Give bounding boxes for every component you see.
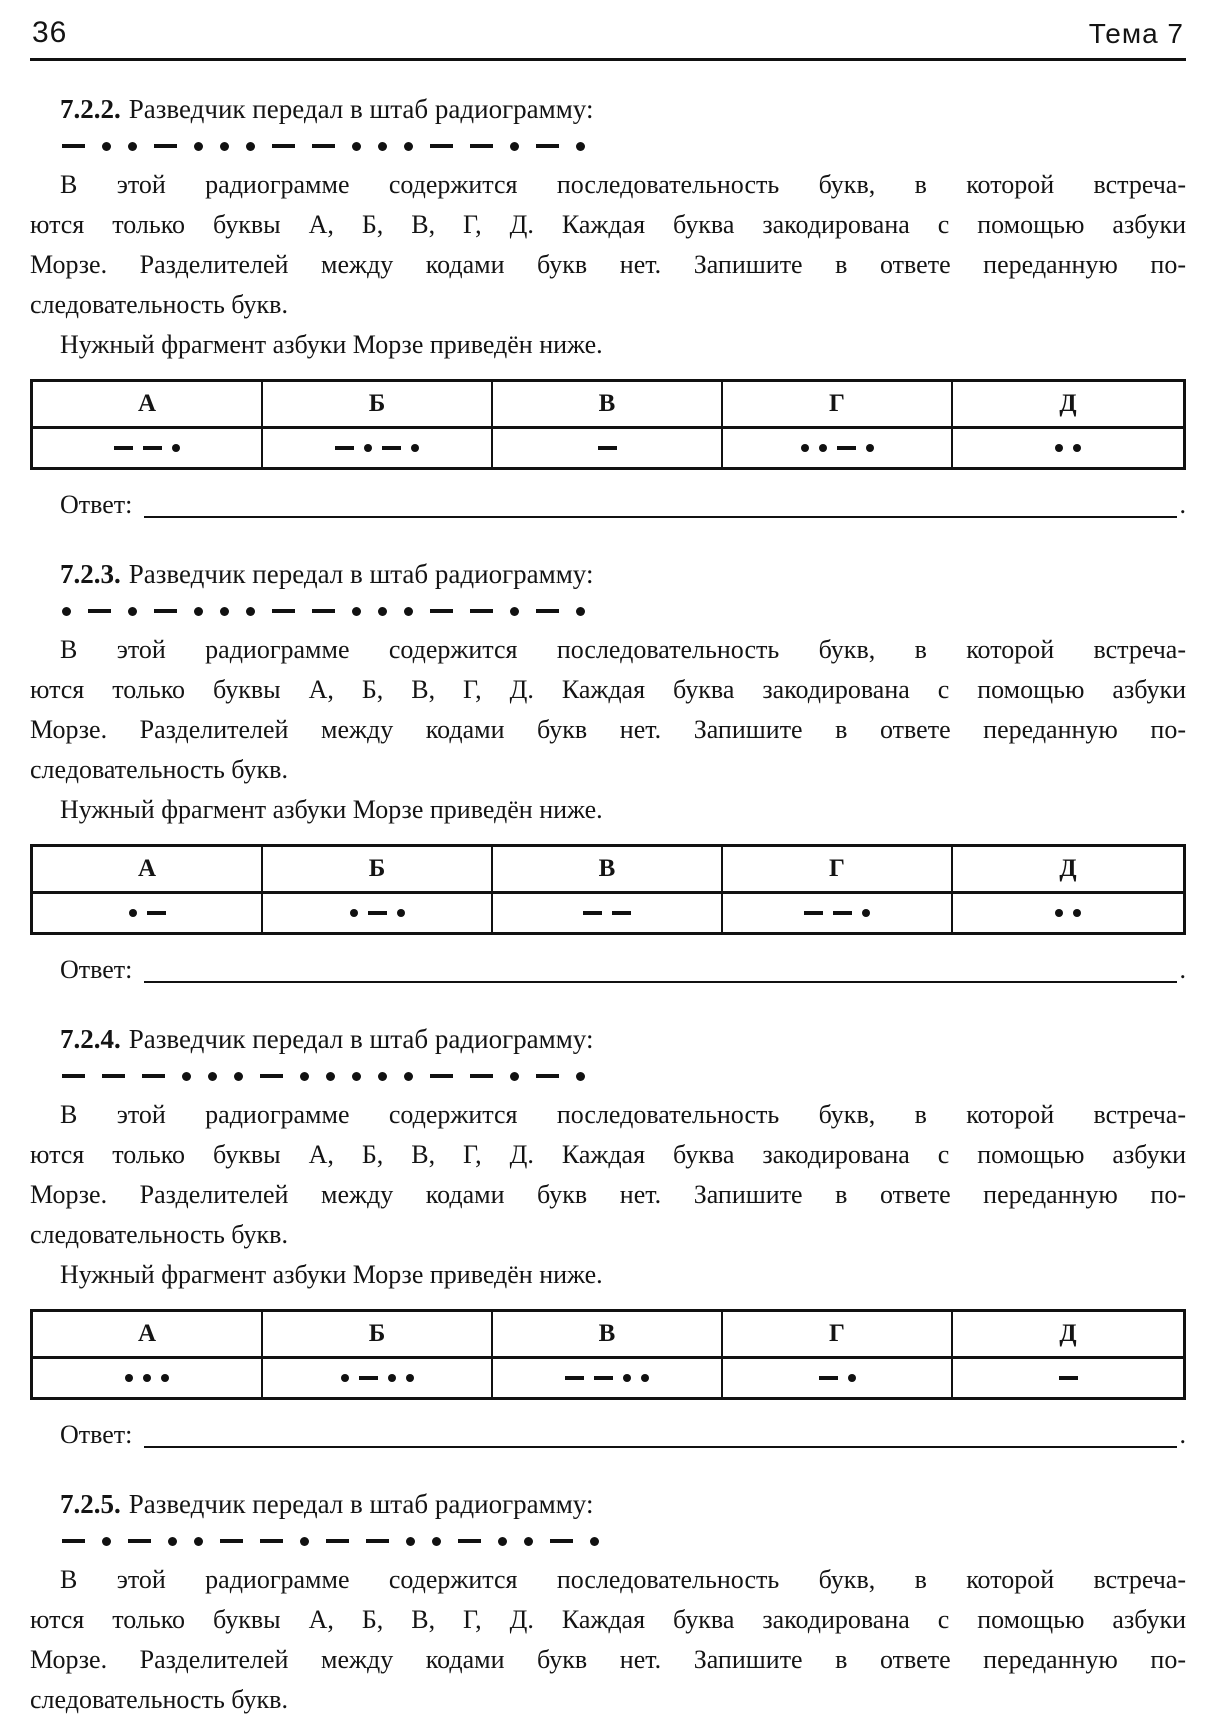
paragraph-line: следовательность букв. (30, 1220, 288, 1249)
morse-dash (565, 1376, 584, 1380)
morse-dash (335, 446, 354, 450)
table-header-cell: А (33, 382, 263, 426)
table-code-cell (723, 1359, 953, 1397)
problem-number: 7.2.2. (60, 94, 121, 124)
table-header-cell: Д (1059, 1320, 1077, 1347)
problem-7-2-4 (30, 1019, 1186, 1454)
morse-dash (536, 144, 559, 148)
table-code-cell (493, 894, 723, 932)
morse-dot (819, 444, 827, 452)
answer-row (30, 486, 1186, 524)
radiogram-morse-sequence (30, 1536, 1186, 1546)
morse-dash (470, 1074, 493, 1078)
table-header-cell: В (493, 382, 723, 426)
morse-dash (598, 446, 617, 450)
morse-dot (102, 142, 111, 151)
morse-dash (612, 911, 631, 915)
morse-dash (260, 1074, 283, 1078)
morse-dash (368, 911, 387, 915)
problem-heading (30, 1484, 1186, 1524)
radiogram-morse-sequence (30, 606, 1186, 616)
morse-dash (536, 609, 559, 613)
problem-7-2-3 (30, 554, 1186, 989)
morse-dot (129, 909, 137, 917)
table-code-row (33, 1359, 1183, 1397)
answer-row (30, 1416, 1186, 1454)
page-number: 36 (32, 16, 68, 49)
morse-dot (590, 1537, 599, 1546)
table-code-cell (33, 429, 263, 467)
answer-blank-line (144, 1422, 1176, 1448)
morse-dot (397, 909, 405, 917)
paragraph-line: В этой радиограмме содержится последовательность букв, в которой встреча- (60, 1565, 1186, 1594)
paragraph-line: Морзе. Разделителей между кодами букв нет. Запишите в ответе переданную по- (30, 1180, 1186, 1209)
problem-7-2-2 (30, 89, 1186, 524)
morse-dot (194, 142, 203, 151)
morse-dot (300, 1537, 309, 1546)
morse-dot (220, 142, 229, 151)
morse-dash (62, 1539, 85, 1543)
morse-dot (182, 1072, 191, 1081)
morse-dash (382, 446, 401, 450)
morse-table (30, 844, 1186, 935)
paragraph-line: В этой радиограмме содержится последовательность букв, в которой встреча- (60, 170, 1186, 199)
morse-dot (168, 1537, 177, 1546)
morse-dot (128, 607, 137, 616)
problem-heading (30, 554, 1186, 594)
problem-heading (30, 1019, 1186, 1059)
morse-dash (128, 1539, 151, 1543)
table-code-cell (953, 1359, 1183, 1397)
answer-end-mark: . (1179, 1420, 1186, 1449)
morse-dash (470, 609, 493, 613)
morse-dash (550, 1539, 573, 1543)
morse-dash (430, 1074, 453, 1078)
morse-dash (154, 609, 177, 613)
morse-dash (272, 609, 295, 613)
morse-dash (142, 1074, 165, 1078)
table-header-cell: А (33, 1312, 263, 1356)
note-line: Нужный фрагмент азбуки Морзе приведён ниже. (60, 795, 603, 824)
morse-dot (246, 142, 255, 151)
table-header-cell: Г (723, 1312, 953, 1356)
morse-dot (510, 1072, 519, 1081)
morse-dash (147, 911, 166, 915)
morse-dash (143, 446, 162, 450)
morse-dash (359, 1376, 378, 1380)
morse-dot (406, 1374, 414, 1382)
morse-dash (804, 911, 823, 915)
morse-dot (498, 1537, 507, 1546)
paragraph-line: следовательность букв. (30, 1685, 288, 1714)
paragraph-line: Морзе. Разделителей между кодами букв нет. Запишите в ответе переданную по- (30, 250, 1186, 279)
problem-number: 7.2.3. (60, 559, 121, 589)
problem-7-2-5 (30, 1484, 1186, 1720)
problem-number: 7.2.5. (60, 1489, 121, 1519)
note-line: Нужный фрагмент азбуки Морзе приведён ниже. (60, 1260, 603, 1289)
topic-label: Тема 7 (1088, 18, 1184, 49)
morse-dot (848, 1374, 856, 1382)
table-header-row (33, 847, 1183, 894)
morse-dot (641, 1374, 649, 1382)
morse-dash (430, 609, 453, 613)
morse-dot (172, 444, 180, 452)
table-code-cell (263, 1359, 493, 1397)
morse-dot (576, 142, 585, 151)
morse-dot (208, 1072, 217, 1081)
table-code-cell (723, 429, 953, 467)
morse-dot (300, 1072, 309, 1081)
answer-blank-line (144, 492, 1176, 518)
problem-title: Разведчик передал в штаб радиограмму: (128, 1489, 594, 1519)
answer-label: Ответ: (60, 1420, 133, 1449)
table-header-row (33, 1312, 1183, 1359)
morse-dot (411, 444, 419, 452)
morse-dot (352, 607, 361, 616)
morse-dot (510, 142, 519, 151)
morse-dot (378, 607, 387, 616)
note-line: Нужный фрагмент азбуки Морзе приведён ниже. (60, 330, 603, 359)
morse-dot (623, 1374, 631, 1382)
morse-dot (576, 607, 585, 616)
morse-dash (819, 1376, 838, 1380)
morse-dash (62, 144, 85, 148)
table-code-cell (33, 894, 263, 932)
paragraph-line: В этой радиограмме содержится последовательность букв, в которой встреча- (60, 635, 1186, 664)
morse-dot (128, 142, 137, 151)
morse-dot (364, 444, 372, 452)
table-header-cell: Б (263, 382, 493, 426)
table-header-cell: Б (263, 1312, 493, 1356)
morse-dot (161, 1374, 169, 1382)
morse-dot (220, 607, 229, 616)
problem-heading (30, 89, 1186, 129)
table-header-cell: В (493, 1312, 723, 1356)
morse-dot (1073, 444, 1081, 452)
morse-dash (272, 144, 295, 148)
table-code-row (33, 429, 1183, 467)
morse-dash (102, 1074, 125, 1078)
answer-row (30, 951, 1186, 989)
page-header (30, 14, 1186, 50)
morse-dash (837, 446, 856, 450)
answer-end-mark: . (1179, 490, 1186, 519)
morse-dot (576, 1072, 585, 1081)
morse-dash (312, 609, 335, 613)
table-header-cell: Б (263, 847, 493, 891)
morse-dash (260, 1539, 283, 1543)
morse-dash (62, 1074, 85, 1078)
header-rule (30, 58, 1186, 61)
answer-blank-line (144, 957, 1176, 983)
paragraph-line: следовательность букв. (30, 755, 288, 784)
morse-dot (378, 1072, 387, 1081)
table-header-cell: Д (1059, 855, 1077, 882)
morse-dot (378, 142, 387, 151)
table-code-cell (723, 894, 953, 932)
table-header-cell: В (493, 847, 723, 891)
morse-dot (801, 444, 809, 452)
morse-dash (583, 911, 602, 915)
morse-dot (352, 142, 361, 151)
paragraph-line: ются только буквы А, Б, В, Г, Д. Каждая буква закодирована с помощью азбуки (30, 1140, 1186, 1169)
morse-dot (862, 909, 870, 917)
morse-dash (88, 609, 111, 613)
paragraph-line: следовательность букв. (30, 290, 288, 319)
problem-number: 7.2.4. (60, 1024, 121, 1054)
radiogram-morse-sequence (30, 141, 1186, 151)
table-header-row (33, 382, 1183, 429)
morse-dot (404, 1072, 413, 1081)
table-header-cell: Д (1059, 390, 1077, 417)
morse-dash (154, 144, 177, 148)
paragraph-line: ются только буквы А, Б, В, Г, Д. Каждая буква закодирована с помощью азбуки (30, 675, 1186, 704)
morse-dot (194, 607, 203, 616)
morse-dot (866, 444, 874, 452)
paragraph-line: В этой радиограмме содержится последовательность букв, в которой встреча- (60, 1100, 1186, 1129)
table-code-cell (953, 894, 1183, 932)
morse-dot (404, 607, 413, 616)
paragraph-line: ются только буквы А, Б, В, Г, Д. Каждая буква закодирована с помощью азбуки (30, 1605, 1186, 1634)
morse-dot (341, 1374, 349, 1382)
morse-dash (594, 1376, 613, 1380)
morse-dot (234, 1072, 243, 1081)
morse-dot (510, 607, 519, 616)
morse-dash (220, 1539, 243, 1543)
morse-dot (350, 909, 358, 917)
table-header-cell: Г (723, 847, 953, 891)
answer-label: Ответ: (60, 955, 133, 984)
morse-dash (833, 911, 852, 915)
answer-label: Ответ: (60, 490, 133, 519)
paragraph-line: Морзе. Разделителей между кодами букв нет. Запишите в ответе переданную по- (30, 1645, 1186, 1674)
morse-dot (246, 607, 255, 616)
problem-title: Разведчик передал в штаб радиограмму: (128, 94, 594, 124)
table-code-cell (263, 429, 493, 467)
table-code-cell (953, 429, 1183, 467)
table-header-cell: Г (723, 382, 953, 426)
morse-dot (404, 142, 413, 151)
table-code-cell (493, 429, 723, 467)
table-code-cell (33, 1359, 263, 1397)
morse-dot (143, 1374, 151, 1382)
table-code-row (33, 894, 1183, 932)
morse-dash (312, 144, 335, 148)
problem-title: Разведчик передал в штаб радиограмму: (128, 1024, 594, 1054)
morse-dash (470, 144, 493, 148)
morse-dash (458, 1539, 481, 1543)
morse-dot (125, 1374, 133, 1382)
morse-dash (1059, 1376, 1078, 1380)
radiogram-morse-sequence (30, 1071, 1186, 1081)
morse-dot (326, 1072, 335, 1081)
morse-dot (1055, 444, 1063, 452)
morse-table (30, 1309, 1186, 1400)
table-header-cell: А (33, 847, 263, 891)
morse-dot (1073, 909, 1081, 917)
morse-dash (536, 1074, 559, 1078)
paragraph-line: Морзе. Разделителей между кодами букв нет. Запишите в ответе переданную по- (30, 715, 1186, 744)
morse-dot (352, 1072, 361, 1081)
morse-dot (194, 1537, 203, 1546)
morse-dash (366, 1539, 389, 1543)
morse-table (30, 379, 1186, 470)
morse-dot (432, 1537, 441, 1546)
morse-dot (388, 1374, 396, 1382)
morse-dash (326, 1539, 349, 1543)
problem-title: Разведчик передал в штаб радиограмму: (128, 559, 594, 589)
answer-end-mark: . (1179, 955, 1186, 984)
table-code-cell (493, 1359, 723, 1397)
morse-dash (430, 144, 453, 148)
morse-dot (1055, 909, 1063, 917)
paragraph-line: ются только буквы А, Б, В, Г, Д. Каждая буква закодирована с помощью азбуки (30, 210, 1186, 239)
morse-dot (406, 1537, 415, 1546)
morse-dot (62, 607, 71, 616)
morse-dot (524, 1537, 533, 1546)
table-code-cell (263, 894, 493, 932)
morse-dot (102, 1537, 111, 1546)
morse-dash (114, 446, 133, 450)
